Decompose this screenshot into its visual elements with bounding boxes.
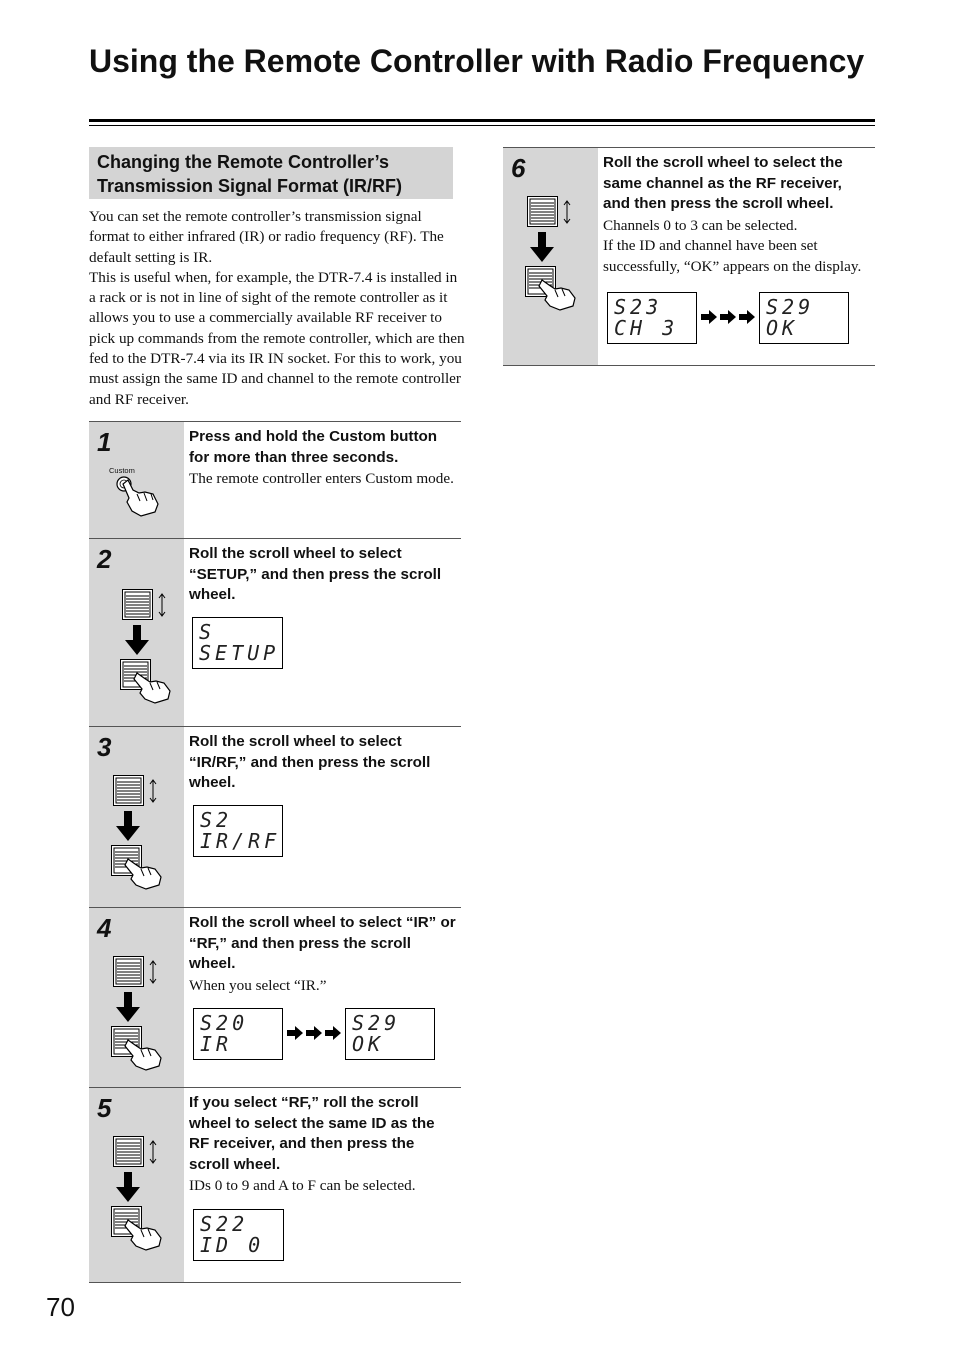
title-rule xyxy=(89,119,875,122)
lcd-line-2: SETUP xyxy=(199,641,280,665)
lcd-line-1: S20 xyxy=(200,1011,249,1035)
step-instruction: Roll the scroll wheel to select the same channel as the RF receiver, and then press the scroll wheel. xyxy=(603,154,843,212)
down-arrow-icon xyxy=(116,992,140,1022)
scroll-wheel-icon xyxy=(527,196,572,228)
down-arrow-icon xyxy=(116,811,140,841)
lcd-display xyxy=(192,617,283,669)
step-2 xyxy=(89,538,461,727)
intro-text xyxy=(89,207,465,410)
step-number: 1 xyxy=(97,427,112,457)
scroll-wheel-icon xyxy=(122,589,167,621)
step-note: When you select “IR.” xyxy=(189,976,327,994)
lcd-line-1: S29 xyxy=(352,1011,401,1035)
lcd-line-1: S29 xyxy=(766,295,815,319)
press-hand-icon xyxy=(111,1206,163,1251)
press-hand-icon xyxy=(111,1026,163,1071)
page-title: Using the Remote Controller with Radio Frequency xyxy=(89,43,865,79)
press-hand-icon xyxy=(111,845,163,890)
title-rule-thin xyxy=(89,125,875,126)
step-4 xyxy=(89,907,461,1088)
step-number: 5 xyxy=(97,1093,112,1123)
custom-button-label: Custom xyxy=(109,466,135,475)
down-arrow-icon xyxy=(116,1172,140,1202)
step-number: 6 xyxy=(511,153,526,183)
custom-button-press-icon xyxy=(111,476,161,521)
step-note: The remote controller enters Custom mode. xyxy=(189,470,454,487)
lcd-line-2: IR xyxy=(200,1032,233,1056)
lcd-display xyxy=(759,292,849,344)
step-note: Channels 0 to 3 can be selected. xyxy=(603,216,798,234)
step-note: IDs 0 to 9 and A to F can be selected. xyxy=(189,1177,416,1194)
scroll-wheel-icon xyxy=(113,956,158,988)
step-5 xyxy=(89,1087,461,1283)
down-arrow-icon xyxy=(125,625,149,655)
lcd-line-2: OK xyxy=(766,316,799,340)
page-number: 70 xyxy=(46,1292,75,1322)
press-hand-icon xyxy=(120,659,172,704)
step-number: 3 xyxy=(97,732,112,762)
intro-paragraph: You can set the remote controller’s transmission signal format to either infrared (IR) or radio frequency (RF). The default setting is IR. xyxy=(89,208,444,266)
step-instruction: Roll the scroll wheel to select “IR/RF,” and then press the scroll wheel. xyxy=(189,733,431,791)
lcd-line-1: S2 xyxy=(200,808,233,832)
step-3 xyxy=(89,726,461,908)
lcd-display xyxy=(607,292,697,344)
press-hand-icon xyxy=(525,266,577,311)
lcd-line-1: S23 xyxy=(614,295,663,319)
step-instruction: Press and hold the Custom button for more than three seconds. xyxy=(189,428,438,466)
lcd-line-2: CH 3 xyxy=(614,316,679,340)
step-number: 2 xyxy=(97,544,112,574)
scroll-wheel-icon xyxy=(113,1136,158,1168)
step-instruction: If you select “RF,” roll the scroll wheel to select the same ID as the RF receiver, and then press the scroll wheel. xyxy=(189,1094,435,1173)
down-arrow-icon xyxy=(530,232,554,262)
scroll-wheel-icon xyxy=(113,775,158,807)
lcd-line-1: S22 xyxy=(200,1212,249,1236)
triple-arrow-icon xyxy=(701,310,757,324)
lcd-display xyxy=(193,1008,283,1060)
step-6 xyxy=(503,147,875,366)
intro-paragraph: This is useful when, for example, the DTR-7.4 is installed in a rack or is not in line of sight of the remote controller as it allows you to use a commercially available RF receiver to pick up commands from the remote controller, which are then fed to the DTR-7.4 via its IR IN socket. For this to work, you must assign the same ID and channel to the remote controller and RF receiver. xyxy=(89,268,465,408)
triple-arrow-icon xyxy=(287,1026,343,1040)
lcd-display xyxy=(193,1209,284,1261)
step-1 xyxy=(89,421,461,539)
step-note: If the ID and channel have been set successfully, “OK” appears on the display. xyxy=(603,237,862,275)
lcd-line-2: ID 0 xyxy=(200,1233,265,1257)
lcd-line-2: OK xyxy=(352,1032,385,1056)
step-instruction: Roll the scroll wheel to select “IR” or “RF,” and then press the scroll wheel. xyxy=(189,914,456,972)
lcd-line-1: S xyxy=(199,620,216,644)
lcd-display xyxy=(193,805,283,857)
lcd-line-2: IR/RF xyxy=(200,829,281,853)
lcd-display xyxy=(345,1008,435,1060)
step-number: 4 xyxy=(97,913,112,943)
section-heading: Changing the Remote Controller’s Transmission Signal Format (IR/RF) xyxy=(89,147,453,199)
step-instruction: Roll the scroll wheel to select “SETUP,” and then press the scroll wheel. xyxy=(189,545,442,603)
